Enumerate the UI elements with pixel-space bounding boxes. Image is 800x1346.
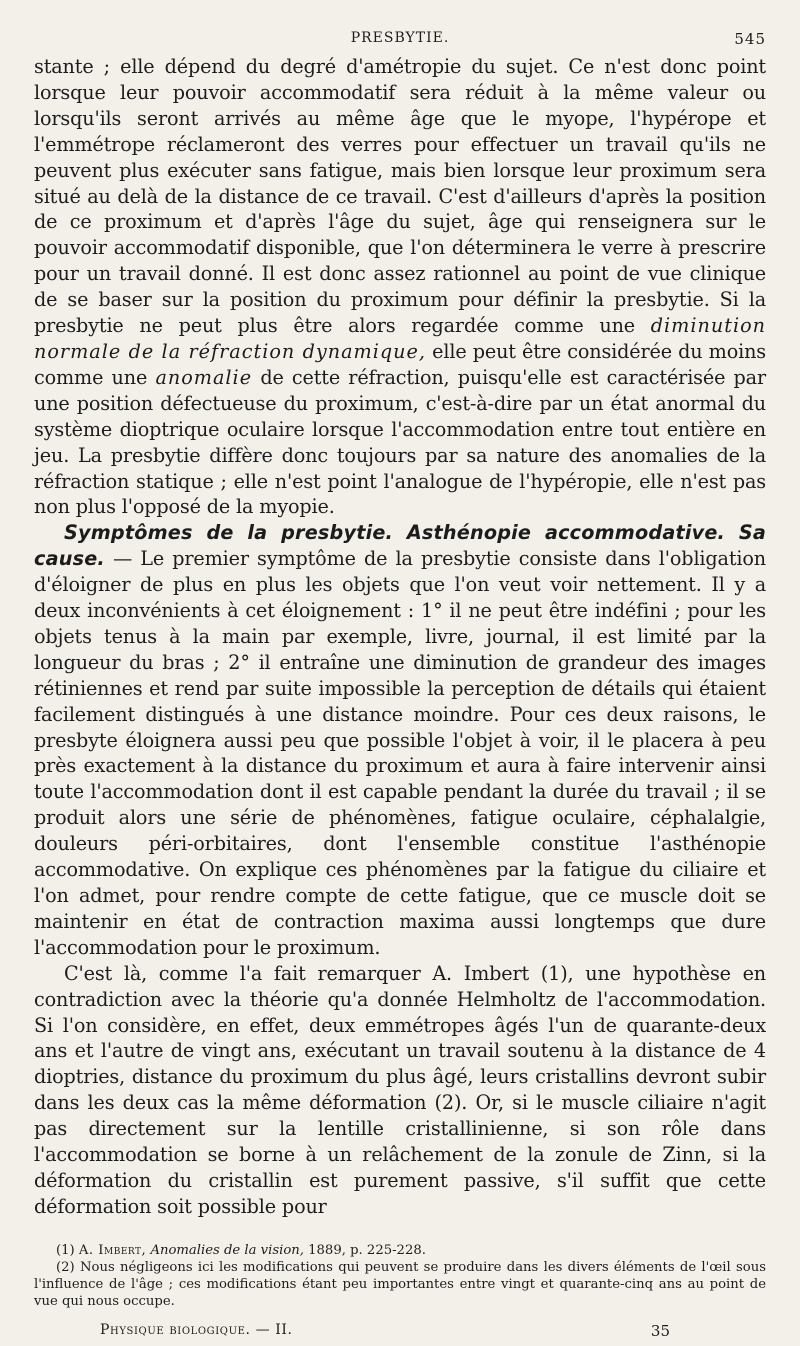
page-number: 545 [734, 30, 766, 48]
paragraph-text: stante ; elle dépend du degré d'amétropie du sujet. Ce n'est donc point lorsque leur pouvoir accommodatif sera réduit à la même valeur ou lorsqu'ils seront arrivés au même âge que le myope, l'hypérope et l'emmétrope réclameront des verres pour effectuer un travail qu'ils ne peuvent plus exécuter sans fatigue, mais bien lorsque leur proximum sera situé au delà de la distance de ce travail. C'est d'ailleurs d'après la position de ce proximum et d'après l'âge du sujet, âge qui renseignera sur le pouvoir accommodatif disponible, que l'on déterminera le verre à prescrire pour un travail donné. Il est donc assez rationnel au point de vue clinique de se baser sur la position du proximum pour définir la presbytie. Si la presbytie ne peut plus être alors regardée comme une [34, 55, 766, 338]
paragraph-text: de cette réfraction, puisqu'elle est caractérisée par une position défectueuse du proximum, c'est-à-dire par un état anormal du système dioptrique oculaire lorsque l'accommodation entre tout entière en jeu. La presbytie diffère donc toujours par sa nature des anomalies de la réfraction statique ; elle n'est point l'analogue de l'hypéropie, elle n'est pas non plus l'opposé de la myopie. [34, 365, 766, 519]
paragraph-text: C'est là, comme l'a fait remarquer A. Imbert (1), une hypothèse en contradiction avec la théorie qu'a donnée Helmholtz de l'accommodation. Si l'on considère, en effet, deux emmétropes âgés l'un de quarante-deux ans et l'autre de vingt ans, exécutant un travail soutenu à la distance de 4 dioptries, distance du proximum du plus âgé, leurs cristallins devront subir dans les deux cas la même déformation (2). Or, si le muscle ciliaire n'agit pas directement sur la lentille cristallinienne, si son rôle dans l'accommodation se borne à un relâchement de la zonule de Zinn, si la déformation du cristallin est purement passive, s'il suffit que cette déformation soit possible pour [34, 961, 766, 1218]
running-head [34, 22, 766, 54]
running-title: PRESBYTIE. [350, 30, 450, 46]
signature-sheet-number: 35 [650, 1321, 670, 1340]
footnote-1 [34, 1242, 766, 1259]
footnotes [34, 1242, 766, 1310]
footnote-text: Nous négligeons ici les modifications qui peuvent se produire dans les divers éléments de l'œil sous l'influence de l'âge ; ces modifications étant peu importantes entre vingt et quarante-cinq ans au point de vue qui nous occupe. [34, 1259, 766, 1309]
paragraph-imbert [34, 961, 766, 1220]
footnote-author: A. Imbert, [78, 1242, 147, 1258]
paragraph-text: — Le premier symptôme de la presbytie consiste dans l'obligation d'éloigner de plus en plus les objets que l'on veut voir nettement. Il y a deux inconvénients à cet éloignement : 1° il ne peut être indéfini ; pour les objets tenus à la main par exemple, livre, journal, il est limité par la longueur du bras ; 2° il entraîne une diminution de grandeur des images rétiniennes et rend par suite impossible la perception de détails qui étaient facilement distingués à une distance moindre. Pour ces deux raisons, le presbyte éloignera aussi peu que possible l'objet à voir, il le placera à peu près exactement à la distance du proximum et aura à faire intervenir ainsi toute l'accommodation dont il est capable pendant la durée du travail ; il se produit alors une série de phénomènes, fatigue oculaire, céphalalgie, douleurs péri-orbitaires, dont l'ensemble constitue l'asthénopie accommodative. On explique ces phénomènes par la fatigue du ciliaire et l'on admet, pour rendre compte de cette fatigue, que ce muscle doit se maintenir en état de contraction maxima aussi longtemps que dure l'accommodation pour le proximum. [34, 547, 766, 959]
footnote-2 [34, 1259, 766, 1310]
signature-book-title: Physique biologique. — II. [100, 1321, 293, 1338]
paragraph-text: elle peut être considérée du moins comme une [34, 339, 766, 389]
emphasis-diminution-normale: diminution normale de la réfraction dynamique, [34, 314, 766, 363]
body-text [34, 54, 766, 1220]
paragraph-symptomes [34, 520, 766, 960]
emphasis-anomalie: anomalie [155, 365, 253, 389]
footnote-marker: (2) [56, 1259, 75, 1275]
paragraph-presbytie-definition [34, 54, 766, 520]
section-heading: Symptômes de la presbytie. Asthénopie accommodative. Sa cause. [34, 521, 766, 571]
footnote-title: Anomalies de la vision, [150, 1242, 304, 1258]
footnote-reference: 1889, p. 225-228. [308, 1242, 426, 1258]
printer-signature [34, 1316, 766, 1346]
footnote-marker: (1) [56, 1242, 75, 1258]
